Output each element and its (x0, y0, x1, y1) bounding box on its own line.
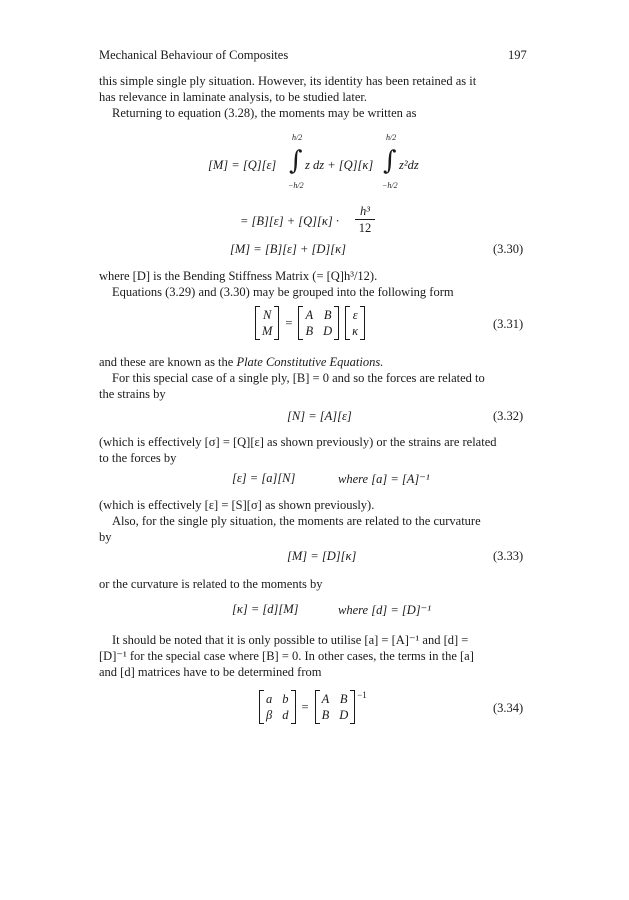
eq-moment-line2: = [B][ε] + [Q][κ] · (240, 214, 339, 228)
integral-2-upper-limit: h/2 (386, 133, 397, 142)
plate-text-italic: Plate Constitutive Equations. (236, 355, 384, 369)
eq-moment-lhs: [M] = [Q][ε] (208, 158, 277, 172)
grouped-line: Equations (3.29) and (3.30) may be grouped into the following form (112, 285, 454, 299)
eq-331-number: (3.31) (493, 317, 524, 331)
matrix-cell: ε (352, 308, 358, 322)
eq-330-number: (3.30) (493, 242, 524, 256)
eq-moment-integrand1: z dz + [Q][κ] (305, 158, 374, 172)
noted-line2: [D]⁻¹ for the special case where [B] = 0. In other cases, the terms in the [a] (99, 649, 474, 663)
matrix-cell: A (321, 692, 330, 706)
integral-1-upper-limit: h/2 (292, 133, 303, 142)
noted-line3: and [d] matrices have to be determined from (99, 665, 322, 679)
eq-333-expr: [M] = [D][κ] (287, 549, 357, 563)
matrix-cell: M (262, 324, 273, 338)
para1-line3: Returning to equation (3.28), the moments may be written as (112, 106, 417, 120)
matrix-cell: N (263, 308, 272, 322)
eq-334 (259, 690, 367, 724)
integral-1-lower-limit: −h/2 (288, 181, 304, 190)
matrix-cell: D (339, 708, 349, 722)
eq-moment-integrand2: z²dz (399, 158, 419, 172)
inverse-exponent: −1 (357, 690, 367, 700)
matrix-cell: B (323, 308, 332, 322)
eq-333-number: (3.33) (493, 549, 524, 563)
effective1-line1: (which is effectively [σ] = [Q][ε] as shown previously) or the strains are related (99, 435, 497, 449)
para1-line2: has relevance in laminate analysis, to be studied later. (99, 90, 367, 104)
matrix-cell: B (305, 324, 314, 338)
matrix-cell: b (282, 692, 289, 706)
matrix-cell: κ (352, 324, 359, 338)
page-number: 197 (508, 48, 527, 62)
eq-332-expr: [N] = [A][ε] (287, 409, 352, 423)
effective2-line3: by (99, 530, 112, 544)
integral-2-lower-limit: −h/2 (382, 181, 398, 190)
integral-sign-1: ∫ (289, 146, 303, 176)
eq-moment-frac-den: 12 (358, 221, 372, 235)
matrix-NM (255, 306, 279, 340)
special-line2: the strains by (99, 387, 166, 401)
eq-inverse-d-where: where [d] = [D]⁻¹ (338, 603, 431, 617)
equals-sign: = (301, 699, 309, 714)
matrix-cell: B (339, 692, 348, 706)
special-line1: For this special case of a single ply, [B] = 0 and so the forces are related to (112, 371, 485, 385)
curvature-line: or the curvature is related to the moments by (99, 577, 323, 591)
effective2-line1: (which is effectively [ε] = [S][σ] as shown previously). (99, 498, 375, 512)
bending-def-line: where [D] is the Bending Stiffness Matrix (= [Q]h³/12). (99, 269, 378, 283)
matrix-cell: d (282, 708, 289, 722)
fraction-bar (355, 219, 375, 220)
eq-331 (255, 306, 365, 340)
eq-inverse-a-where: where [a] = [A]⁻¹ (338, 472, 430, 486)
equals-sign: = (285, 315, 293, 330)
matrix-cell: a (266, 692, 273, 706)
matrix-abd (259, 690, 296, 724)
matrix-eps-kappa (345, 306, 365, 340)
plate-text-prefix: and these are known as the (99, 355, 237, 369)
matrix-ABBD-inverse (315, 690, 356, 724)
eq-inverse-a-expr: [ε] = [a][N] (232, 471, 296, 485)
matrix-cell: D (323, 324, 333, 338)
eq-inverse-d-expr: [κ] = [d][M] (232, 602, 299, 616)
eq-334-number: (3.34) (493, 701, 524, 715)
para1-line1: this simple single ply situation. However, its identity has been retained as it (99, 74, 477, 88)
matrix-cell: β (266, 708, 273, 722)
eq-332-number: (3.32) (493, 409, 524, 423)
eq-moment-frac-num: h³ (360, 204, 370, 218)
integral-sign-2: ∫ (383, 146, 397, 176)
running-title: Mechanical Behaviour of Composites (99, 48, 289, 62)
matrix-cell: B (321, 708, 330, 722)
effective1-line2: to the forces by (99, 451, 177, 465)
plate-constitutive-line (99, 354, 383, 370)
matrix-cell: A (305, 308, 314, 322)
noted-line1: It should be noted that it is only possible to utilise [a] = [A]⁻¹ and [d] = (112, 633, 469, 647)
effective2-line2: Also, for the single ply situation, the moments are related to the curvature (112, 514, 481, 528)
eq-moment-line3: [M] = [B][ε] + [D][κ] (230, 242, 347, 256)
matrix-ABBD (298, 306, 339, 340)
